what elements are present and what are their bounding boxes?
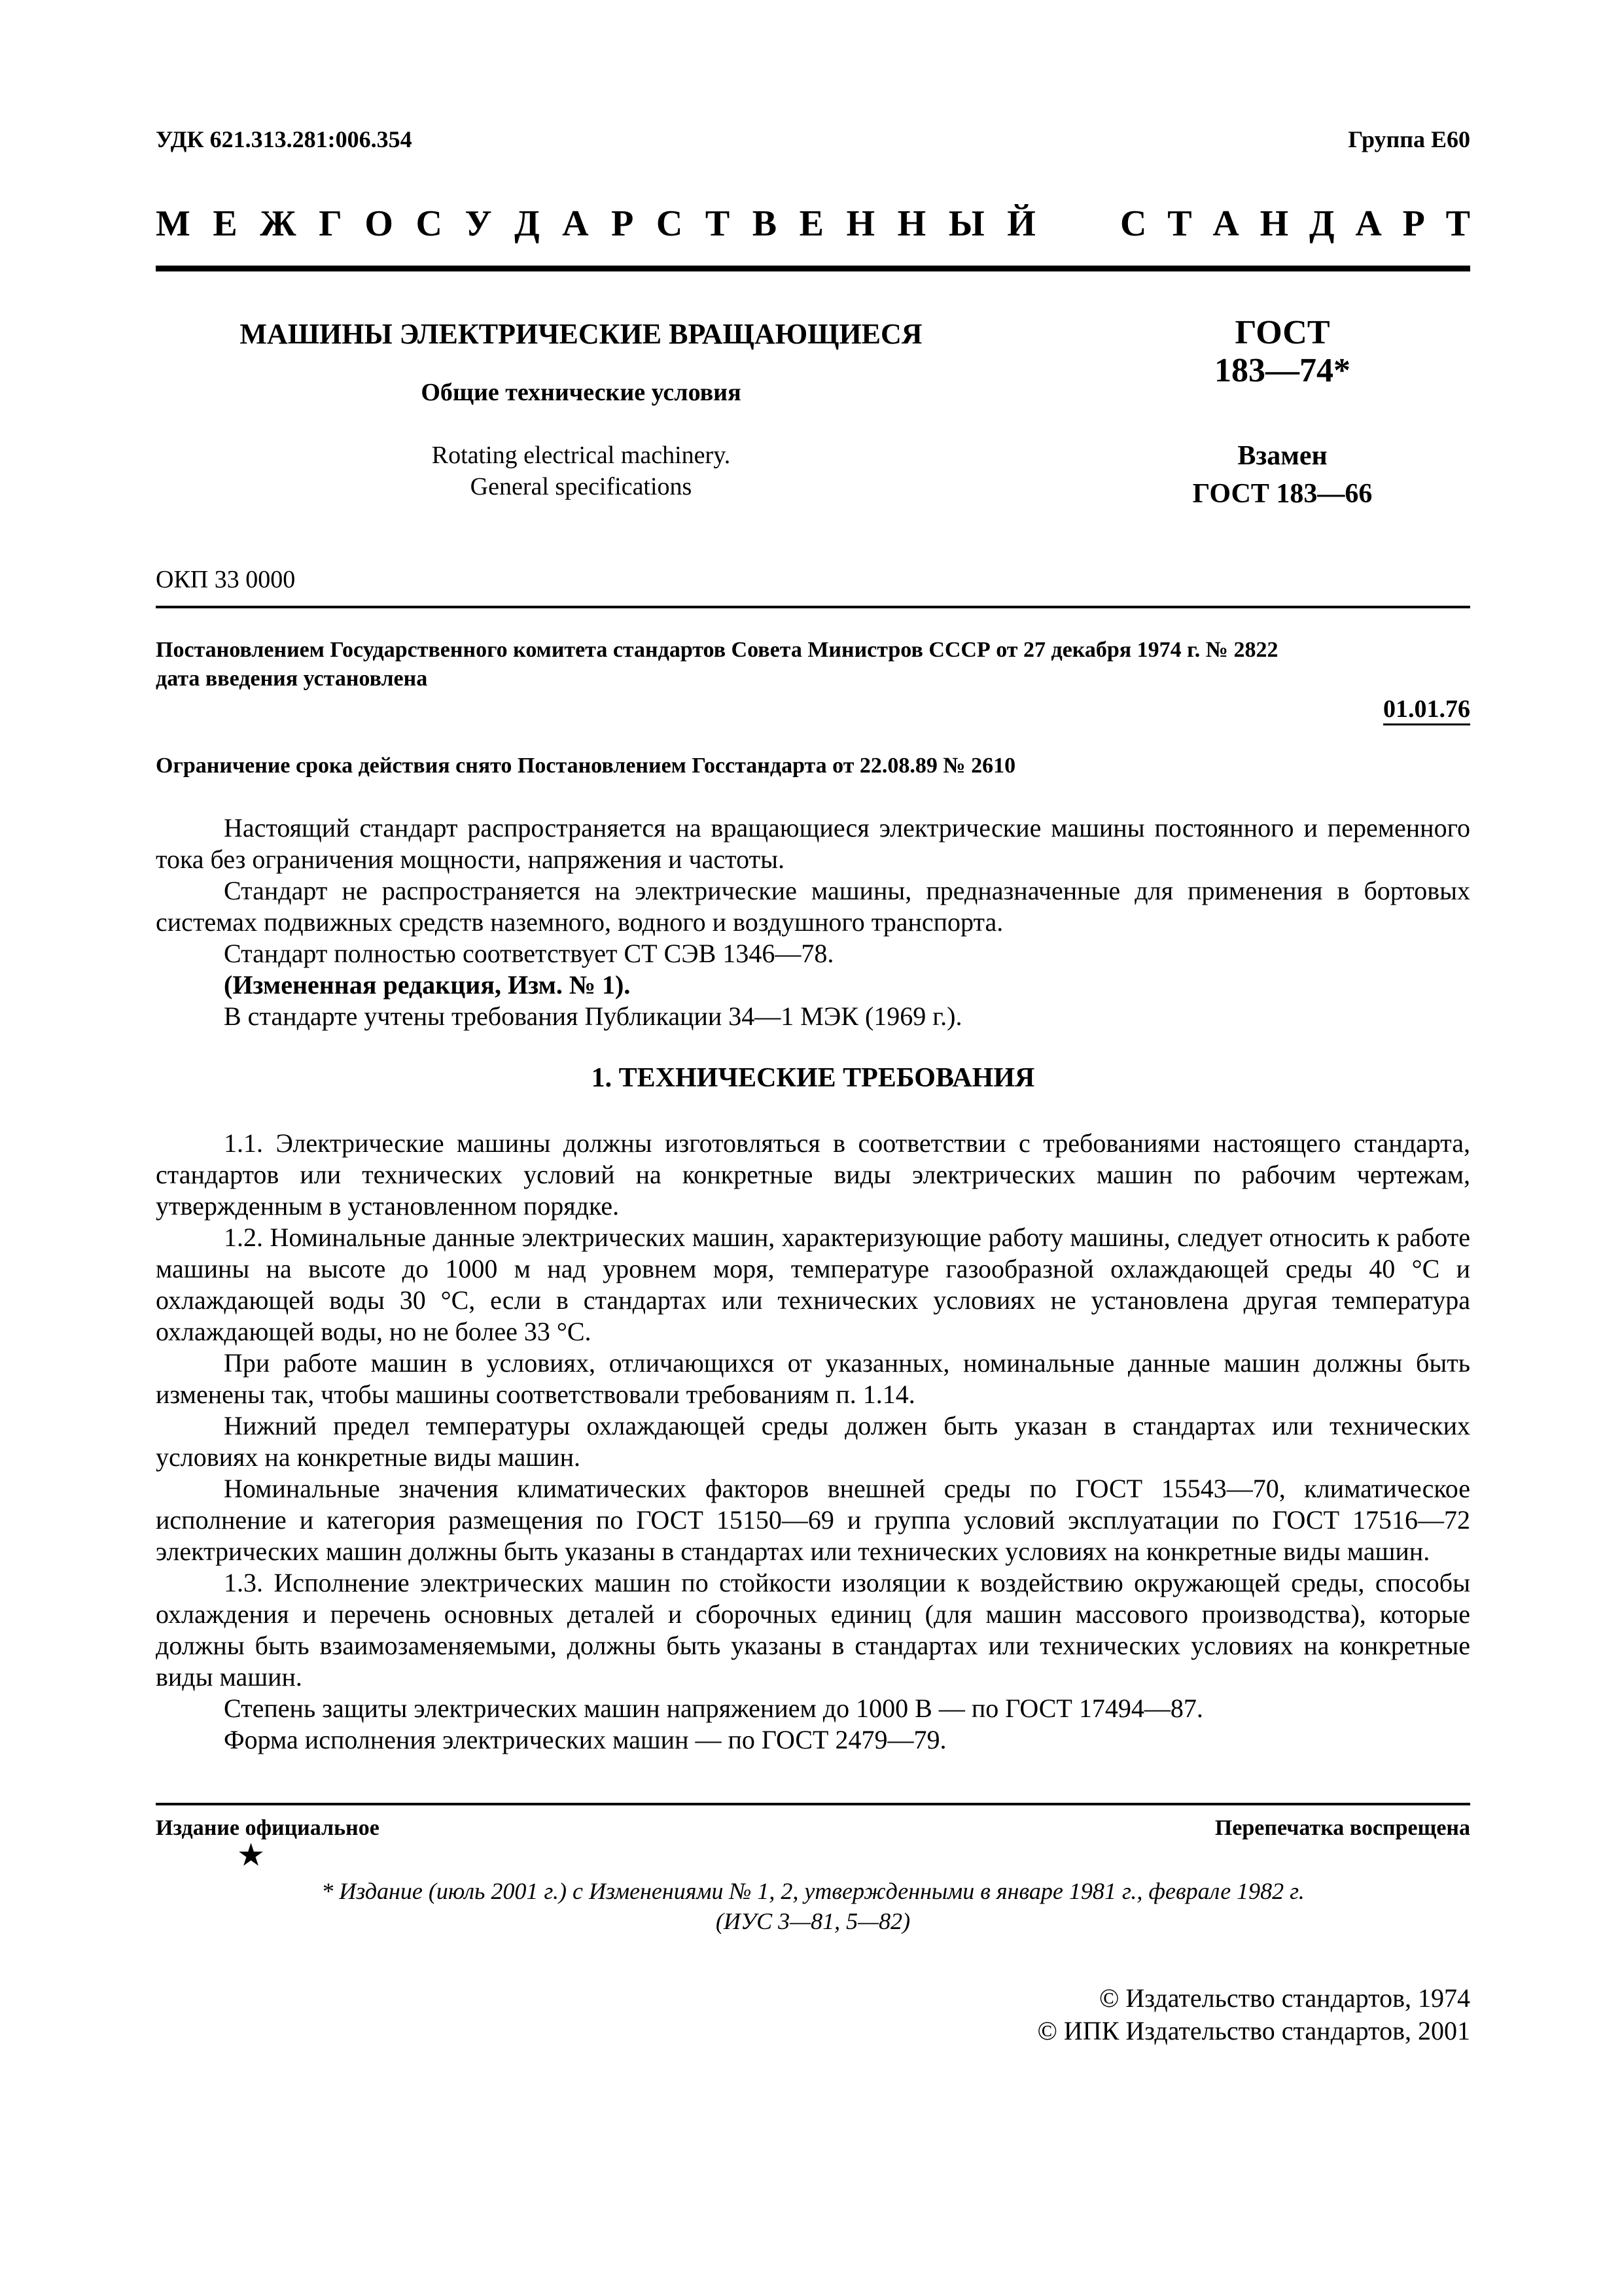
intro-section [156,812,1470,1032]
copyright-line: © ИПК Издательство стандартов, 2001 [1037,2016,1470,2045]
validity-limit-note: Ограничение срока действия снято Постановлением Госстандарта от 22.08.89 № 2610 [156,754,1016,778]
edition-footnote-line1: * Издание (июль 2001 г.) с Изменениями № 1, 2, утвержденными в январе 1981 г., феврале 1982 г. [321,1878,1305,1904]
intro-paragraph: Стандарт не распространяется на электрические машины, предназначенные для применения в бортовых системах подвижных средств наземного, водного и воздушного транспорта. [156,876,1470,937]
decree-line1: Постановлением Государственного комитета стандартов Совета Министров СССР от 27 декабря 1974 г. № 2822 [156,638,1278,662]
iec-note: В стандарте учтены требования Публикации 34—1 МЭК (1969 г.). [224,1001,962,1031]
official-edition-label: Издание официальное [156,1816,379,1840]
english-title-line2: General specifications [470,473,692,500]
gost-code: 183—74* [1214,352,1350,389]
banner-letter: Т [705,203,730,244]
group-code: Группа Е60 [1348,126,1470,152]
udk-code: УДК 621.313.281:006.354 [156,126,412,152]
gost-label: ГОСТ [1235,314,1330,351]
banner-letter: Й [1007,203,1036,244]
banner-letter: А [562,203,589,244]
document-subtitle: Общие технические условия [421,379,741,406]
star-icon: ★ [237,1838,266,1873]
banner-letter: Н [846,203,875,244]
banner-word-interstate [156,203,1036,245]
banner-letter: Р [611,203,634,244]
requirement-paragraph: Номинальные значения климатических факторов внешней среды по ГОСТ 15543—70, климатическое исполнение и категория размещения по ГОСТ 15150—69 и группа условий эксплуатации по ГОСТ 17516—72 электрических машин должны быть указаны в стандартах или технических условиях на конкретные виды машин. [156,1474,1470,1566]
banner-letter: Е [799,203,824,244]
intro-paragraph: Настоящий стандарт распространяется на вращающиеся электрические машины постоянного и переменного тока без ограничения мощности, напряжения и частоты. [156,813,1470,874]
banner-letter: Ж [260,203,296,244]
requirement-paragraph: Нижний предел температуры охлаждающей среды должен быть указан в стандартах или технических условиях на конкретные виды машин. [156,1411,1470,1472]
banner-letter: С [1120,203,1147,244]
banner-letter: Е [213,203,238,244]
banner-letter: Т [1445,203,1470,244]
copyright-line: © Издательство стандартов, 1974 [1099,1983,1470,2013]
replaced-gost: ГОСТ 183—66 [1192,479,1373,509]
standard-banner [156,203,1470,245]
gost-number [1119,314,1446,390]
reprint-prohibited-label: Перепечатка воспрещена [1214,1816,1470,1840]
footer-divider [156,1803,1470,1805]
banner-letter: С [656,203,683,244]
decree-line2: дата введения установлена [156,667,428,691]
requirements-section [156,1128,1470,1756]
banner-letter: М [156,203,190,244]
requirement-paragraph: Степень защиты электрических машин напряжением до 1000 В — по ГОСТ 17494—87. [224,1694,1203,1723]
banner-letter: В [752,203,777,244]
banner-letter: Н [1260,203,1289,244]
banner-letter: С [415,203,442,244]
requirement-paragraph: При работе машин в условиях, отличающихся от указанных, номинальные данные машин должны быть изменены так, чтобы машины соответствовали требованиям п. 1.14. [156,1348,1470,1409]
copyright-block [1038,1982,1470,2047]
banner-letter: У [465,203,492,244]
banner-letter: Д [1309,203,1335,244]
banner-letter: Т [1167,203,1192,244]
header-divider [156,266,1470,271]
banner-word-standard [1120,203,1470,245]
banner-letter: А [1355,203,1382,244]
english-title-line1: Rotating electrical machinery. [431,442,731,469]
banner-letter: Н [897,203,926,244]
amendment-note: (Измененная редакция, Изм. № 1). [224,970,631,1000]
requirement-paragraph: 1.2. Номинальные данные электрических машин, характеризующие работу машины, следует относить к работе машины на высоте до 1000 м над уровнем моря, температуре газообразной охлаждающей среды 40 °С и охлаждающей воды 30 °С, если в стандартах или технических условиях не установлена другая температура охлаждающей воды, но не более 33 °С. [156,1223,1470,1346]
banner-letter: А [1212,203,1239,244]
decree-text [156,636,1470,693]
banner-letter: Ы [948,203,985,244]
banner-letter: Р [1402,203,1425,244]
banner-letter: О [364,203,393,244]
edition-footnote [156,1876,1470,1936]
intro-paragraph: Стандарт полностью соответствует СТ СЭВ 1346—78. [224,939,834,968]
okp-divider [156,606,1470,608]
replaces-block [1119,437,1446,513]
requirement-paragraph: 1.1. Электрические машины должны изготовляться в соответствии с требованиями настоящего стандарта, стандартов или технических условий на конкретные виды электрических машин по рабочим чертежам, утвержденным в установленном порядке. [156,1128,1470,1221]
replaces-label: Взамен [1237,441,1328,471]
requirement-paragraph: Форма исполнения электрических машин — по ГОСТ 2479—79. [224,1725,947,1754]
introduction-date: 01.01.76 [1383,695,1470,725]
document-title: МАШИНЫ ЭЛЕКТРИЧЕСКИЕ ВРАЩАЮЩИЕСЯ [239,318,923,350]
edition-footnote-line2: (ИУС 3—81, 5—82) [715,1908,911,1934]
requirement-paragraph: 1.3. Исполнение электрических машин по стойкости изоляции к воздействию окружающей среды, способы охлаждения и перечень основных деталей и сборочных единиц (для машин массового производства), которые должны быть взаимозаменяемыми, должны быть указаны в стандартах или технических условиях на конкретные виды машин. [156,1568,1470,1692]
okp-code: ОКП 33 0000 [156,566,296,593]
section-title: 1. ТЕХНИЧЕСКИЕ ТРЕБОВАНИЯ [591,1063,1035,1093]
banner-letter: Г [319,203,342,244]
english-title [156,440,1006,502]
banner-letter: Д [514,203,540,244]
